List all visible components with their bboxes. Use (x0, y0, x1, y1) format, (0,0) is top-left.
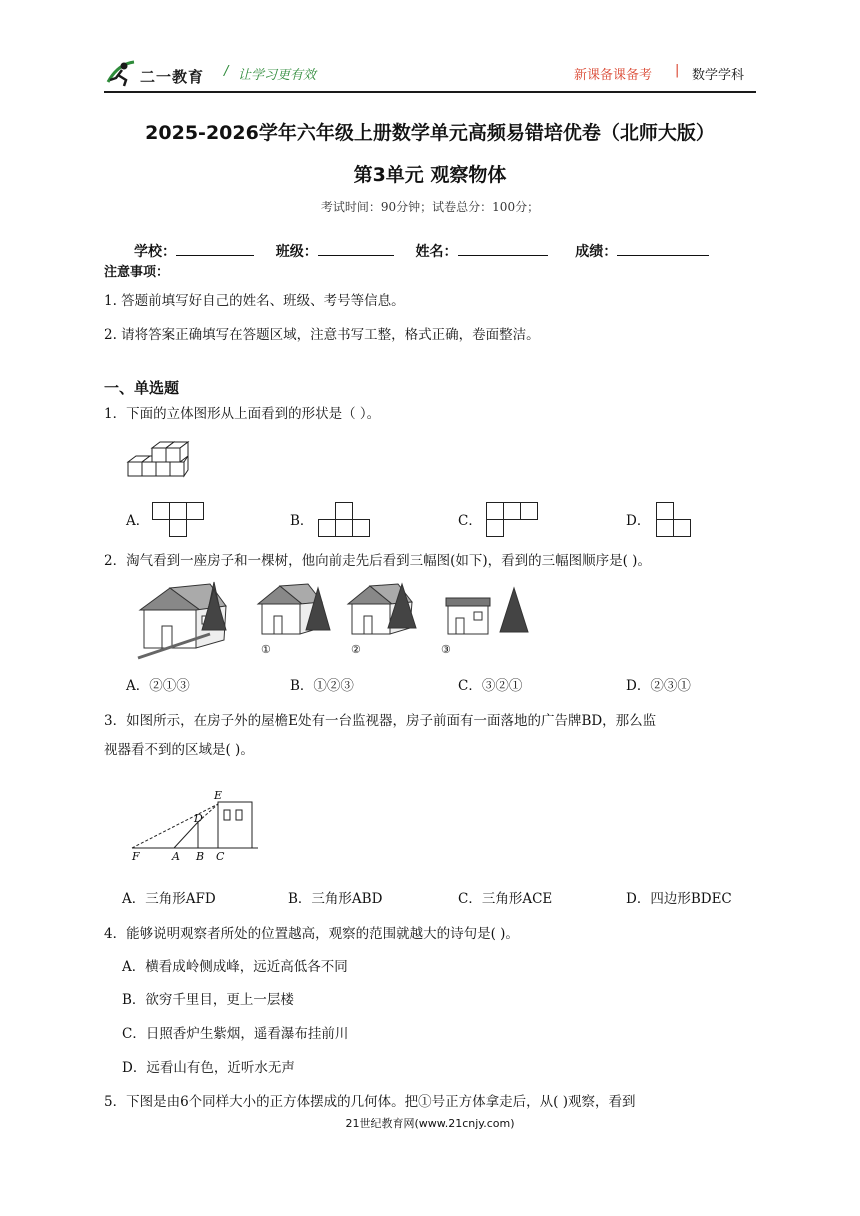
q3-label-c: C (216, 850, 225, 863)
q3-stem-line2: 视器看不到的区域是( )。 (104, 742, 254, 758)
page-title: 2025-2026学年六年级上册数学单元高频易错培优卷（北师大版） (145, 122, 715, 144)
q1-option-a-shape (152, 502, 208, 540)
score-label: 成绩： (575, 244, 618, 260)
house-picture-1 (258, 584, 330, 634)
unit-title: 第3单元 观察物体 (353, 164, 507, 186)
q2-label-2: ② (351, 643, 361, 656)
q2-stem: 2．淘气看到一座房子和一棵树，他向前走先后看到三幅图(如下)，看到的三幅图顺序是( )。 (104, 553, 651, 569)
house-picture-2 (348, 584, 416, 634)
header-separator: / (224, 64, 229, 79)
q3-label-b: B (196, 850, 205, 863)
school-field[interactable] (176, 241, 254, 256)
q1-option-b-shape (318, 502, 374, 540)
q2-house-pictures (130, 580, 540, 662)
info-line (134, 241, 709, 261)
name-field[interactable] (458, 241, 548, 256)
q2-option-c[interactable]: C．③②① (458, 678, 523, 694)
header-right-red: 新课备课备考 (574, 68, 653, 83)
header-subject: 数学学科 (692, 68, 745, 83)
q2-option-a[interactable]: A．②①③ (126, 678, 190, 694)
house-picture-large (138, 582, 226, 658)
note-item-2: 2. 请将答案正确填写在答题区域，注意书写工整，格式正确，卷面整洁。 (104, 327, 540, 343)
q2-option-d[interactable]: D．②③① (626, 678, 691, 694)
q1-option-d-shape (656, 502, 696, 540)
notes-heading: 注意事项： (104, 265, 170, 280)
q1-option-b[interactable]: B． (290, 513, 314, 529)
header-divider: | (675, 63, 680, 78)
q1-option-a[interactable]: A． (126, 513, 150, 529)
q3-option-d[interactable]: D．四边形BDEC (626, 891, 732, 907)
q4-option-c[interactable]: C．日照香炉生紫烟，遥看瀑布挂前川 (122, 1026, 349, 1042)
q4-option-d[interactable]: D．远看山有色，近听水无声 (122, 1060, 295, 1076)
header-rule (104, 91, 756, 93)
q3-option-b[interactable]: B．三角形ABD (288, 891, 383, 907)
q3-label-e: E (214, 789, 223, 802)
q4-stem: 4．能够说明观察者所处的位置越高，观察的范围就越大的诗句是( )。 (104, 926, 519, 942)
header-slogan: 让学习更有效 (238, 68, 317, 83)
page-footer[interactable]: 21世纪教育网(www.21cnjy.com) (345, 1117, 515, 1130)
note-item-1: 1. 答题前填写好自己的姓名、班级、考号等信息。 (104, 293, 405, 309)
q1-option-c-shape (486, 502, 552, 540)
q1-option-d[interactable]: D． (626, 513, 651, 529)
score-field[interactable] (617, 241, 709, 256)
logo-text: 二一教育 (140, 68, 205, 86)
class-label: 班级： (275, 244, 318, 260)
q3-label-a: A (172, 850, 180, 863)
runner-logo-icon (104, 58, 138, 88)
q2-label-3: ③ (441, 643, 451, 656)
q2-option-b[interactable]: B．①②③ (290, 678, 354, 694)
q4-option-a[interactable]: A．横看成岭侧成峰，远近高低各不同 (122, 959, 348, 975)
section-heading: 一、单选题 (104, 379, 180, 397)
q3-label-f: F (132, 850, 140, 863)
q1-option-c[interactable]: C． (458, 513, 482, 529)
exam-info: 考试时间：90分钟；试卷总分：100分； (320, 200, 540, 214)
q1-3d-figure (126, 440, 192, 486)
class-field[interactable] (318, 241, 394, 256)
q3-label-d: D (194, 812, 203, 825)
q1-stem: 1．下面的立体图形从上面看到的形状是（ ）。 (104, 406, 381, 422)
school-label: 学校： (134, 244, 176, 260)
q5-stem: 5．下图是由6个同样大小的正方体摆成的几何体。把①号正方体拿走后，从( )观察，看到 (104, 1094, 636, 1110)
q2-label-1: ① (261, 643, 271, 656)
q3-stem-line1: 3．如图所示，在房子外的屋檐E处有一台监视器，房子前面有一面落地的广告牌BD，那么监 (104, 713, 657, 729)
page-header (104, 58, 756, 92)
q3-option-c[interactable]: C．三角形ACE (458, 891, 553, 907)
q3-option-a[interactable]: A．三角形AFD (122, 891, 216, 907)
name-label: 姓名： (415, 244, 458, 260)
q4-option-b[interactable]: B．欲穷千里目，更上一层楼 (122, 992, 294, 1008)
house-picture-3 (446, 588, 528, 634)
